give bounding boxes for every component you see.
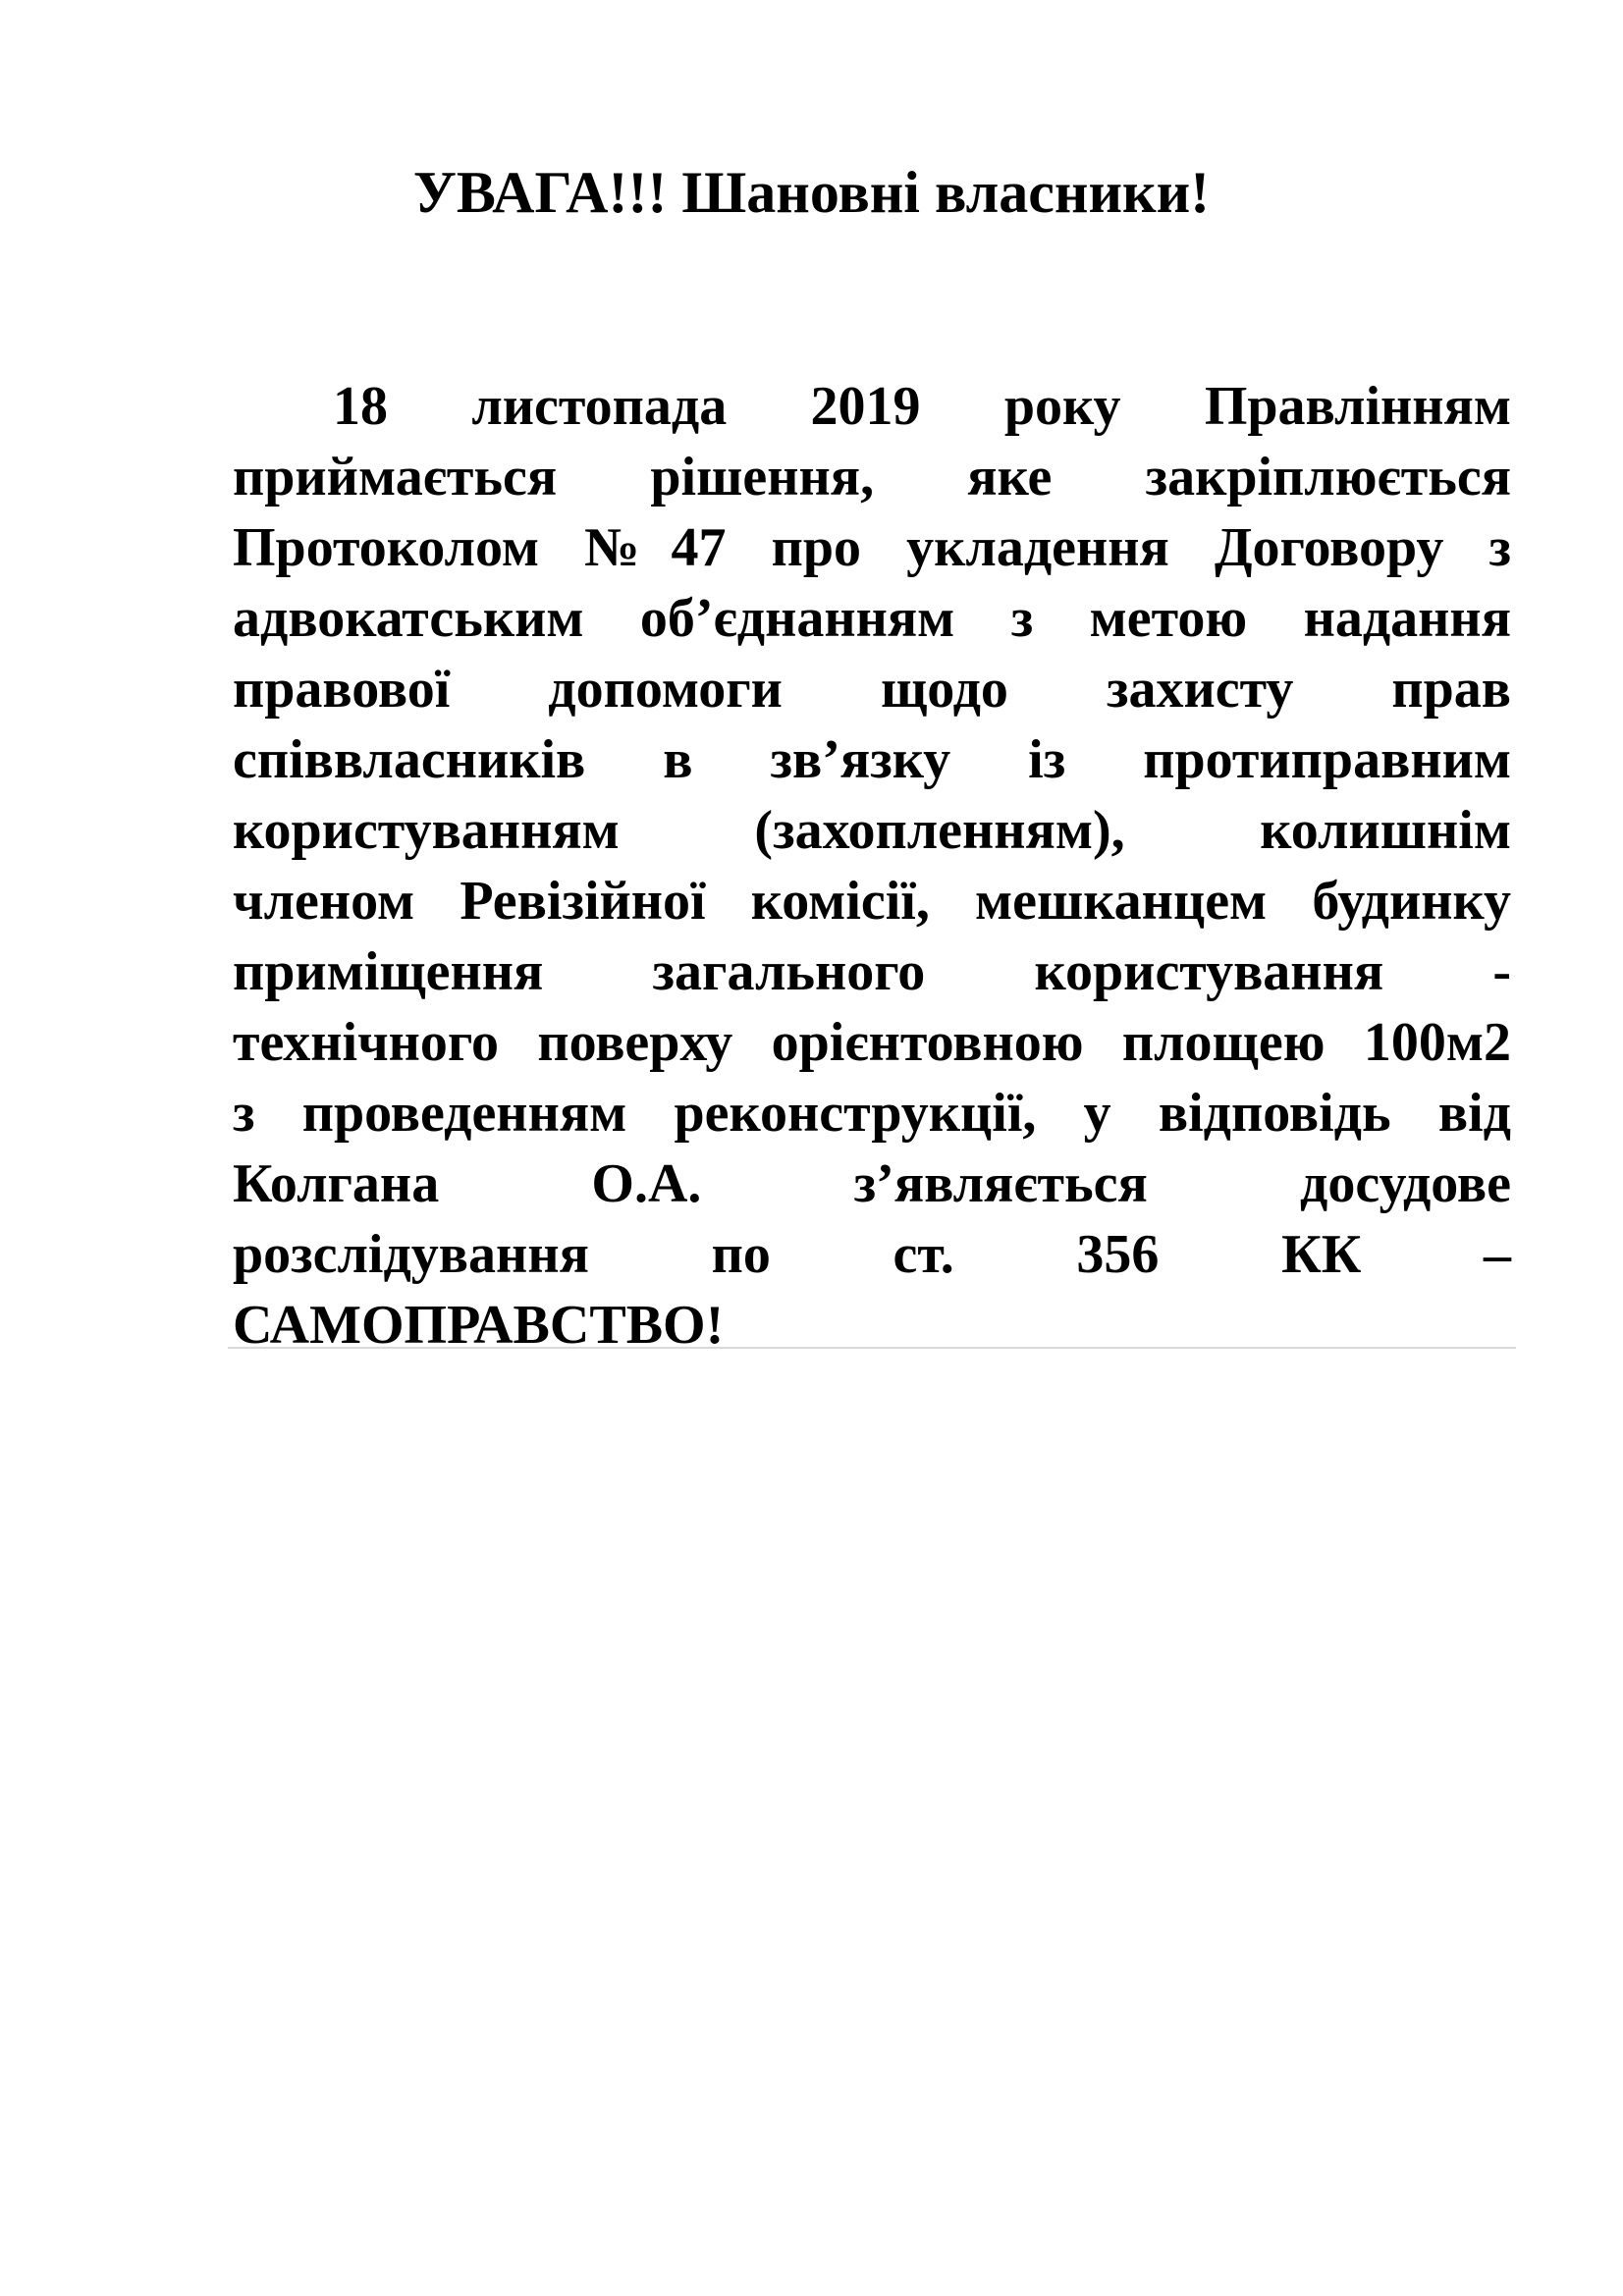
notice-line: правової допомоги щодо захисту прав bbox=[233, 659, 1511, 720]
notice-line: Колгана О.А. з’являється досудове bbox=[233, 1153, 1511, 1214]
notice-line: користуванням (захопленням), колишнім bbox=[233, 800, 1511, 861]
divider-line bbox=[228, 1347, 1516, 1349]
notice-line: адвокатським об’єднанням з метою надання bbox=[233, 588, 1511, 649]
notice-line: приймається рішення, яке закріплюється bbox=[233, 447, 1511, 507]
notice-line: 18 листопада 2019 року Правлінням bbox=[333, 376, 1511, 437]
notice-title: УВАГА!!! Шановні власники! bbox=[412, 160, 1211, 225]
notice-line: приміщення загального користування - bbox=[233, 941, 1511, 1002]
notice-line: членом Ревізійної комісії, мешканцем будинку bbox=[233, 871, 1511, 932]
notice-line: САМОПРАВСТВО! bbox=[233, 1295, 725, 1356]
notice-line: Протоколом №47 про укладення Договору з bbox=[233, 517, 1511, 578]
notice-line: співвласників в зв’язку із протиправним bbox=[233, 729, 1511, 790]
notice-line: розслідування по ст. 356 КК – bbox=[233, 1224, 1511, 1285]
notice-line: з проведенням реконструкції, у відповідь від bbox=[233, 1083, 1511, 1144]
notice-line: технічного поверху орієнтовною площею 100м2 bbox=[233, 1012, 1511, 1073]
notice-body bbox=[233, 371, 1511, 1361]
